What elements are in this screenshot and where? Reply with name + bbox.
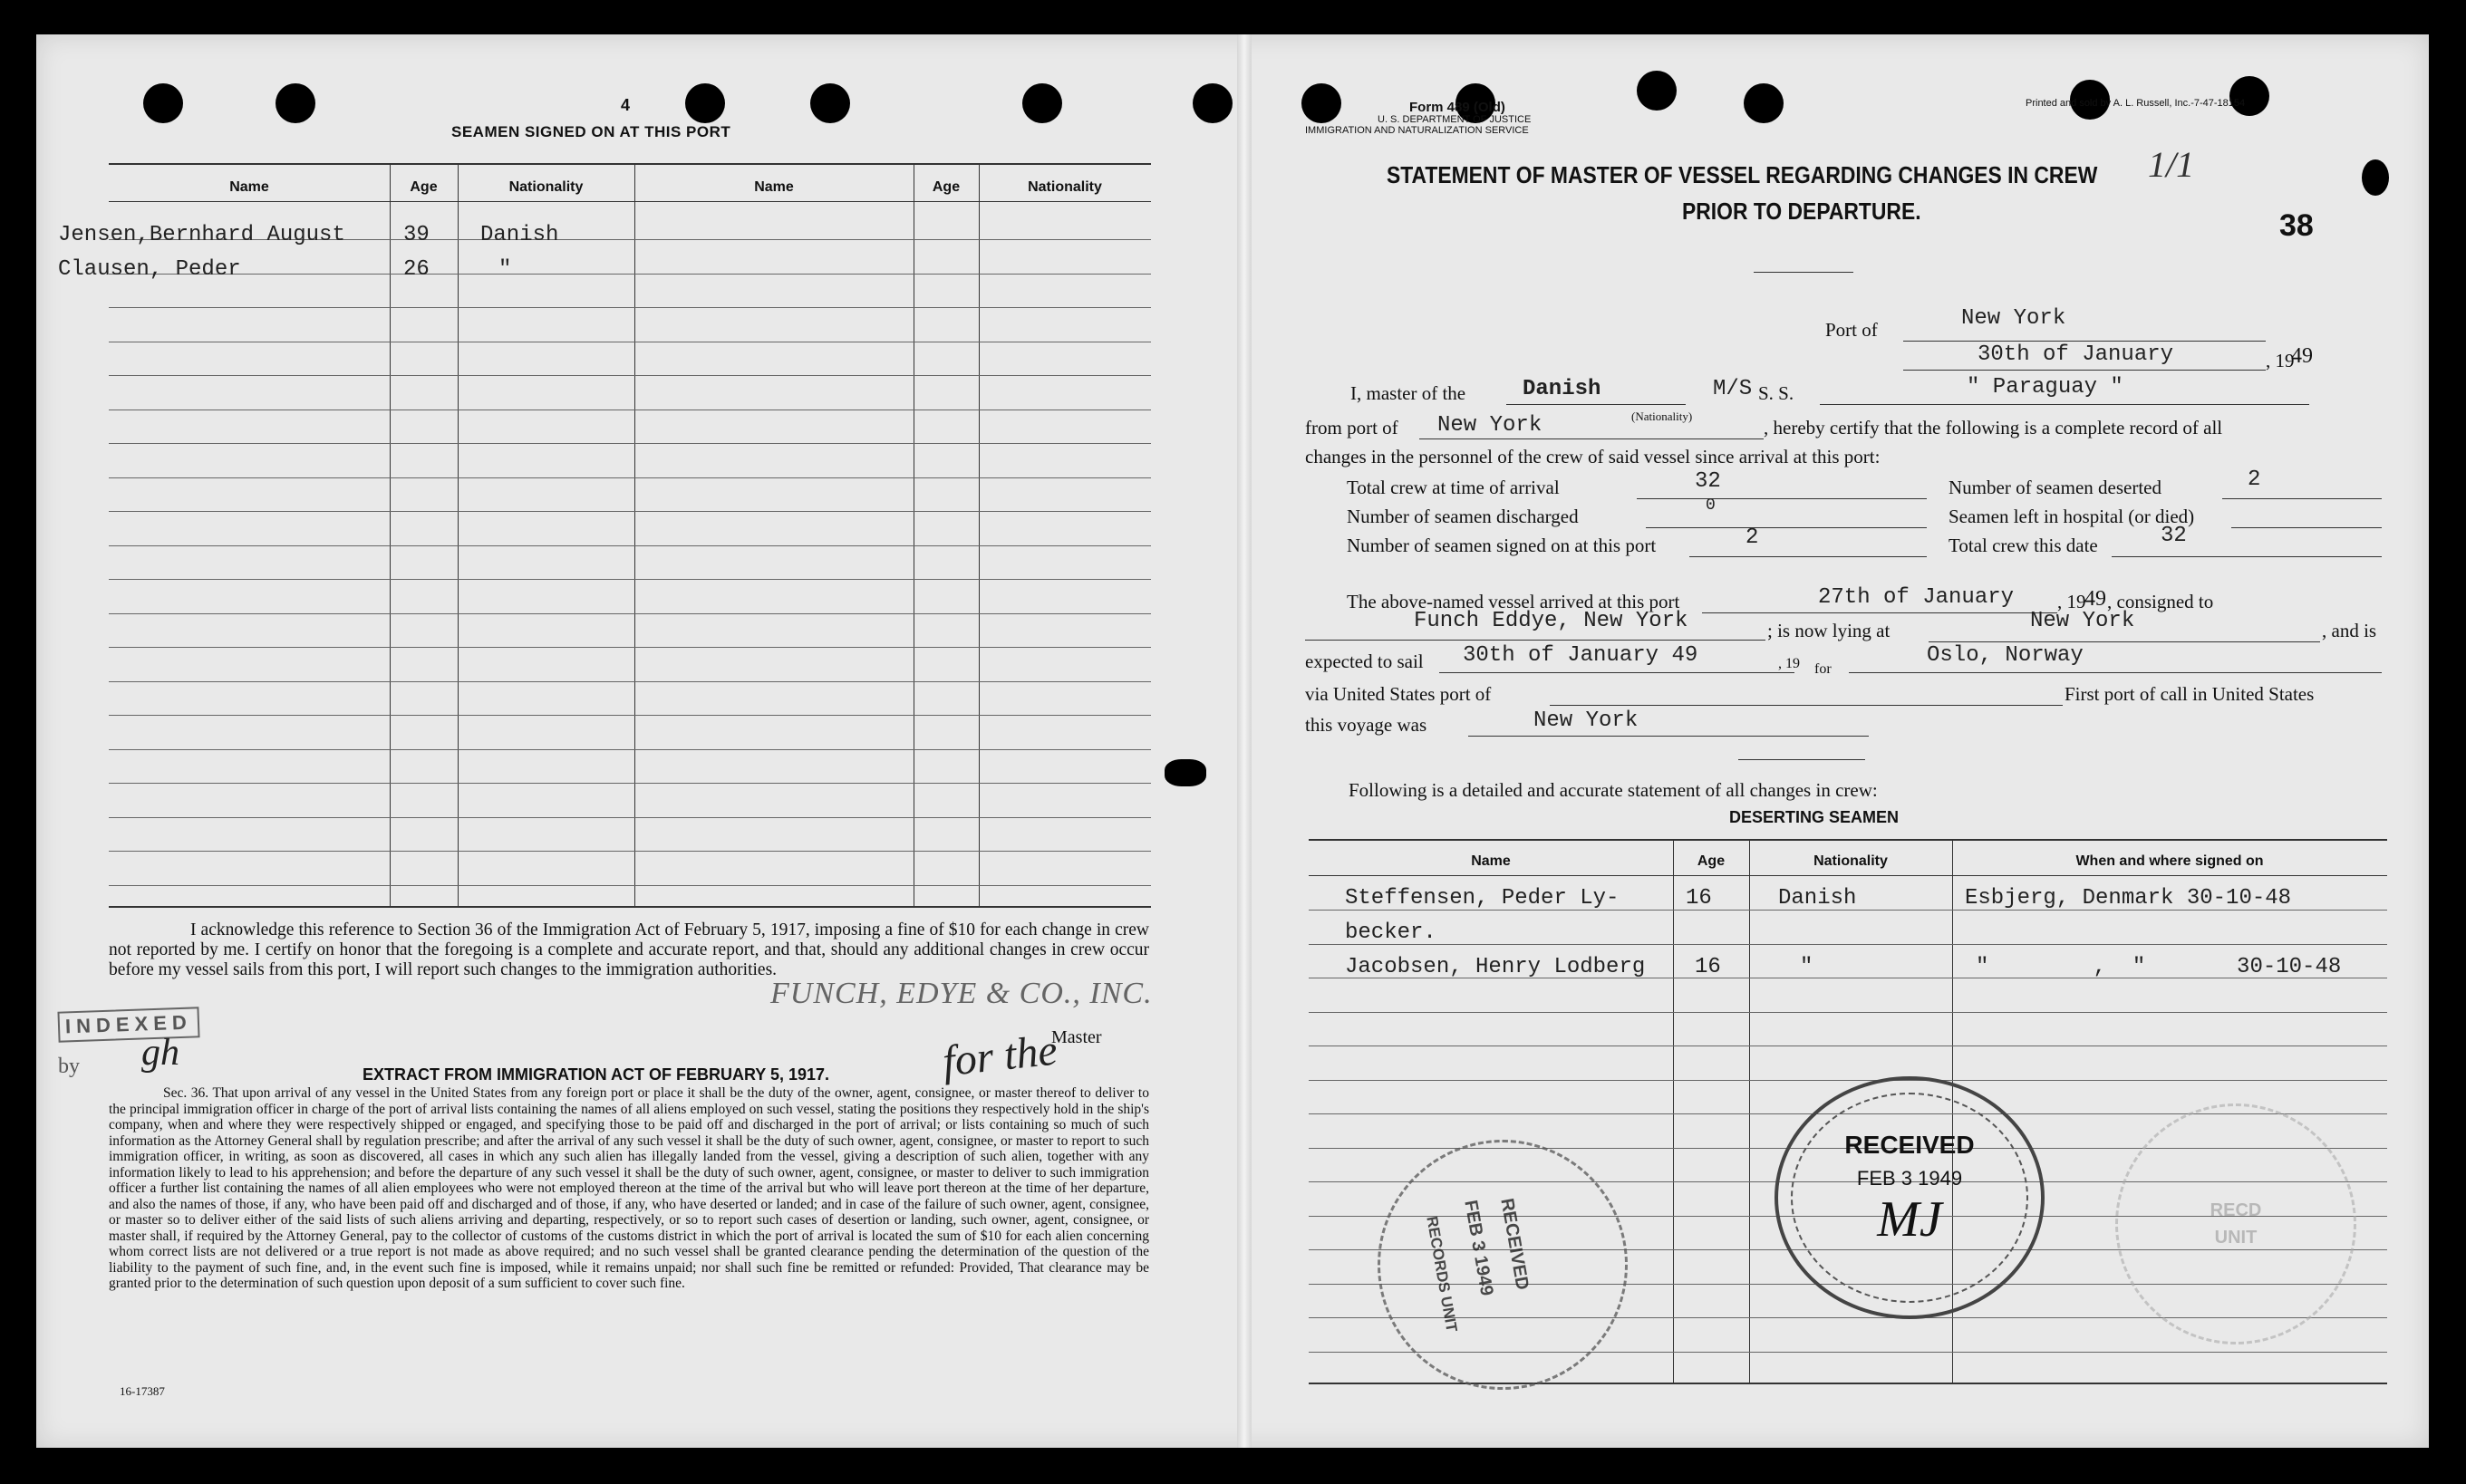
form-number: Form 489 (Old) bbox=[1409, 100, 1505, 115]
punch-hole bbox=[1637, 71, 1677, 111]
faint-stamp-line2: UNIT bbox=[2214, 1228, 2258, 1248]
master-signature: for the bbox=[940, 1026, 1060, 1086]
received-label: RECEIVED bbox=[1844, 1131, 1975, 1159]
handwritten-mark: 1/1 bbox=[2148, 144, 2195, 185]
col-header-nationality-2: Nationality bbox=[1028, 179, 1102, 195]
row-rule bbox=[109, 647, 1151, 648]
desert-row-signed: Esbjerg, Denmark 30-10-48 bbox=[1965, 886, 2292, 911]
certify-text: , hereby certify that the following is a complete record of all bbox=[1764, 417, 2223, 438]
desert-row-name: becker. bbox=[1345, 920, 1436, 945]
voyage-value: New York bbox=[1533, 708, 1639, 733]
stamp-date: FEB 3 1949 bbox=[1460, 1199, 1497, 1297]
stamp-received-text: RECEIVED bbox=[1496, 1197, 1533, 1292]
nationality-caption: (Nationality) bbox=[1631, 410, 1693, 423]
ink-blot bbox=[1165, 759, 1206, 786]
printer-line: Printed and sold by A. L. Russell, Inc.-7-47-18154 bbox=[2026, 98, 2246, 109]
row-rule bbox=[109, 715, 1151, 716]
row-rule bbox=[109, 274, 1151, 275]
received-initials: MJ bbox=[1877, 1191, 1942, 1248]
destination-value: Oslo, Norway bbox=[1927, 643, 2084, 668]
voyage-label: this voyage was bbox=[1305, 714, 1427, 736]
row-rule bbox=[109, 307, 1151, 308]
indexed-initials: gh bbox=[141, 1032, 179, 1074]
and-is-label: , and is bbox=[2322, 620, 2377, 641]
col-header-age-2: Age bbox=[932, 179, 961, 195]
discharged-label: Number of seamen discharged bbox=[1347, 506, 1579, 527]
vessel-type: M/S bbox=[1713, 377, 1753, 401]
service-name: IMMIGRATION AND NATURALIZATION SERVICE bbox=[1305, 125, 1529, 136]
lying-label: ; is now lying at bbox=[1767, 620, 1891, 641]
via-label: via United States port of bbox=[1305, 683, 1492, 705]
records-unit-stamp bbox=[1378, 1140, 1628, 1390]
punch-hole bbox=[1744, 83, 1784, 123]
master-of-label: I, master of the bbox=[1350, 382, 1466, 404]
table-row-name: Clausen, Peder bbox=[58, 257, 241, 282]
table-row-nationality: Danish bbox=[480, 223, 559, 247]
year-prefix: , 19 bbox=[2266, 350, 2295, 371]
punch-hole bbox=[2229, 76, 2269, 116]
row-rule bbox=[1309, 1080, 2387, 1081]
statement-title: STATEMENT OF MASTER OF VESSEL REGARDING CHANGES IN CREW bbox=[1387, 161, 2098, 188]
for-label: for bbox=[1814, 661, 1832, 677]
sheet-number: 38 bbox=[2279, 208, 2314, 243]
expected-label: expected to sail bbox=[1305, 650, 1424, 672]
hospital-label: Seamen left in hospital (or died) bbox=[1949, 506, 2195, 527]
row-rule bbox=[109, 851, 1151, 852]
form-code: 16-17387 bbox=[120, 1384, 165, 1398]
total-date-label: Total crew this date bbox=[1949, 535, 2098, 556]
acknowledgement-text: I acknowledge this reference to Section 36 of the Immigration Act of February 5, 1917, imposing a fine of $10 for each change in crew not reported by me. I certify on honor that the foregoing is a complete and accurate report, and that, should any additional changes in crew occur before my vessel sails from this port, I will report such changes to the immigration authorities. bbox=[109, 920, 1149, 979]
table-row-nationality: " bbox=[498, 257, 512, 282]
desert-col-age: Age bbox=[1697, 853, 1726, 869]
row-rule bbox=[109, 579, 1151, 580]
department-name: U. S. DEPARTMENT OF JUSTICE bbox=[1378, 114, 1532, 125]
row-rule bbox=[109, 511, 1151, 512]
table-row-age: 39 bbox=[403, 223, 430, 247]
deserted-value: 2 bbox=[2248, 467, 2261, 492]
desert-row-nationality: " bbox=[1800, 955, 1813, 979]
punch-hole bbox=[685, 83, 725, 123]
page-number: 4 bbox=[621, 96, 631, 114]
faint-stamp bbox=[2115, 1103, 2356, 1344]
total-date-value: 32 bbox=[2161, 524, 2187, 548]
row-rule bbox=[109, 749, 1151, 750]
punch-hole bbox=[810, 83, 850, 123]
row-rule bbox=[109, 681, 1151, 682]
lying-value: New York bbox=[2030, 609, 2135, 633]
ss-label: S. S. bbox=[1758, 382, 1794, 404]
desert-row-nationality: Danish bbox=[1778, 886, 1857, 911]
following-text: Following is a detailed and accurate statement of all changes in crew: bbox=[1349, 779, 1878, 801]
received-date: FEB 3 1949 bbox=[1856, 1167, 1963, 1190]
vessel-name: " Paraguay " bbox=[1967, 375, 2123, 400]
port-value: New York bbox=[1961, 306, 2066, 331]
from-port-label: from port of bbox=[1305, 417, 1398, 438]
col-header-name-2: Name bbox=[754, 179, 794, 195]
desert-col-name: Name bbox=[1471, 853, 1511, 869]
changes-text: changes in the personnel of the crew of said vessel since arrival at this port: bbox=[1305, 446, 1881, 467]
punch-hole bbox=[276, 83, 315, 123]
arrived-year-prefix: , 19 bbox=[2057, 591, 2086, 612]
document-sheet bbox=[36, 34, 2429, 1448]
agent-stamp: FUNCH, EDYE & CO., INC. bbox=[770, 977, 1153, 1010]
consigned-label: , consigned to bbox=[2107, 591, 2214, 612]
row-rule bbox=[1309, 1012, 2387, 1013]
year-value: 49 bbox=[2291, 344, 2313, 368]
table-row-age: 26 bbox=[403, 257, 430, 282]
row-rule bbox=[109, 477, 1151, 478]
row-rule bbox=[109, 545, 1151, 546]
table-row-name: Jensen,Bernhard August bbox=[58, 223, 345, 247]
desert-row-signed: " , " 30-10-48 bbox=[1976, 955, 2342, 979]
page-fold bbox=[1237, 34, 1252, 1448]
deserted-label: Number of seamen deserted bbox=[1949, 477, 2161, 498]
stamp-unit: RECORDS UNIT bbox=[1423, 1215, 1461, 1334]
punch-hole bbox=[1193, 83, 1233, 123]
row-rule bbox=[109, 613, 1151, 614]
received-stamp bbox=[1775, 1076, 2045, 1319]
extract-text: Sec. 36. That upon arrival of any vessel in the United States from any foreign port or place it shall be the duty of the owner, agent, consignee, or master thereof to deliver to the principal immigration officer in charge of the port of arrival lists containing the names of all aliens employed on such vessel, stating the positions they respectively hold in the ship's company, when and where they were respectively shipped or engaged, and specifying those to be paid off and discharged in the port of arrival; or lists containing so much of such information as the Attorney General shall by regulation prescribe; and after the arrival of any such vessel it shall be the duty of such owner, agent, consignee, or master to report to such immigration officer, in writing, as soon as discovered, all cases in which any such alien has illegally landed from the vessel, giving a description of such alien, together with any information likely to lead to his apprehension; and before the departure of any such vessel it shall be the duty of such owner, agent, consignee, or master to deliver to such immigration officer a further list containing the names of all alien employees who were not employed thereon at the time of the arrival but who will leave port thereon at the time of her departure, and also the names of those, if any, who have been paid off and discharged and of those, if any, who have deserted or landed; and in case of the failure of such owner, agent, consignee, or master so to deliver either of the said lists of such aliens arriving and departing, respectively, or so to report such cases of desertion or landing, such owner, agent, consignee, or master shall, if required by the Attorney General, pay to the collector of customs of the customs district in which the port of arrival is located the sum of $10 for each alien concerning whom correct lists are not delivered or a true report is not made as above required; and no such vessel shall be granted clearance pending the determination of the question of the liability to the payment of such fine, and, in the event such fine is imposed, while it remains unpaid; nor shall such fine be remitted or refunded: Provided, That clearance may be granted prior to the determination of such question upon deposit of a sum sufficient to cover such fine. bbox=[109, 1085, 1149, 1291]
faint-stamp-line1: RECD bbox=[2210, 1200, 2262, 1220]
indexed-by: by bbox=[58, 1055, 80, 1078]
extract-title: EXTRACT FROM IMMIGRATION ACT OF FEBRUARY 5, 1917. bbox=[363, 1065, 830, 1084]
row-rule bbox=[109, 443, 1151, 444]
desert-row-age: 16 bbox=[1686, 886, 1712, 911]
row-rule bbox=[109, 783, 1151, 784]
total-arrival-label: Total crew at time of arrival bbox=[1347, 477, 1560, 498]
signed-on-label: Number of seamen signed on at this port bbox=[1347, 535, 1657, 556]
row-rule bbox=[109, 375, 1151, 376]
indexed-stamp: INDEXED bbox=[57, 1007, 199, 1042]
master-label: Master bbox=[1051, 1027, 1102, 1047]
row-rule bbox=[109, 817, 1151, 818]
col-header-name: Name bbox=[229, 179, 269, 195]
arrived-year: 49 bbox=[2084, 587, 2106, 611]
col-header-age: Age bbox=[410, 179, 438, 195]
desert-col-nationality: Nationality bbox=[1813, 853, 1888, 869]
signed-on-value: 2 bbox=[1746, 525, 1759, 550]
desert-row-name: Jacobsen, Henry Lodberg bbox=[1345, 955, 1646, 979]
from-port-value: New York bbox=[1437, 413, 1542, 438]
total-arrival-value: 32 bbox=[1695, 469, 1721, 494]
arrived-label: The above-named vessel arrived at this port bbox=[1347, 591, 1680, 612]
desert-row-name: Steffensen, Peder Ly- bbox=[1345, 886, 1620, 911]
for-year-label: , 19 bbox=[1778, 656, 1800, 671]
first-port-label: First port of call in United States bbox=[2065, 683, 2315, 705]
nationality-value: Danish bbox=[1523, 377, 1601, 401]
date-value: 30th of January bbox=[1978, 342, 2174, 367]
expected-value: 30th of January 49 bbox=[1463, 643, 1698, 668]
consigned-value: Funch Eddye, New York bbox=[1414, 609, 1688, 633]
deserting-title: DESERTING SEAMEN bbox=[1729, 808, 1900, 826]
row-rule bbox=[1309, 944, 2387, 945]
port-label: Port of bbox=[1825, 319, 1878, 341]
statement-subtitle: PRIOR TO DEPARTURE. bbox=[1682, 198, 1921, 225]
punch-hole bbox=[1022, 83, 1062, 123]
col-header-nationality: Nationality bbox=[508, 179, 584, 195]
row-rule bbox=[109, 885, 1151, 886]
discharged-value: 0 bbox=[1706, 496, 1716, 515]
desert-col-signed: When and where signed on bbox=[2075, 853, 2264, 869]
punch-hole bbox=[1301, 83, 1341, 123]
ink-blot bbox=[2362, 159, 2389, 196]
punch-hole bbox=[143, 83, 183, 123]
arrived-value: 27th of January bbox=[1818, 585, 2015, 610]
left-table-title: SEAMEN SIGNED ON AT THIS PORT bbox=[451, 123, 731, 140]
desert-row-age: 16 bbox=[1695, 955, 1721, 979]
